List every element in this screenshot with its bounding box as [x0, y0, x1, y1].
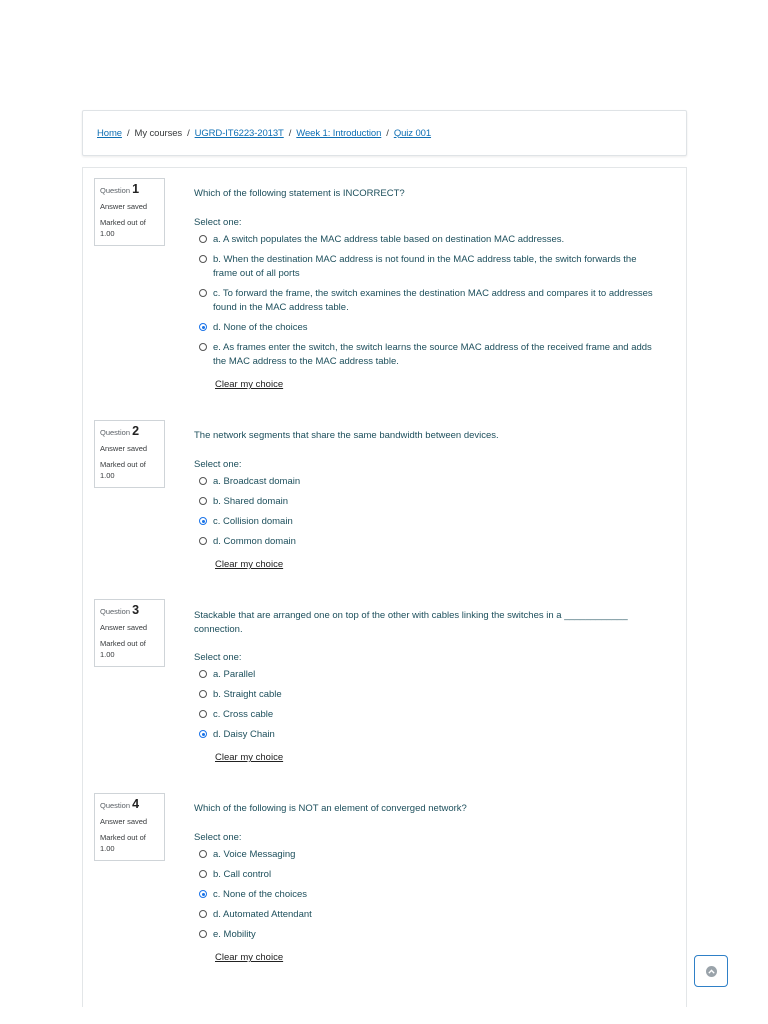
breadcrumb-home[interactable]: Home — [97, 127, 122, 139]
select-one-label: Select one: — [194, 217, 242, 228]
answer-status: Answer saved — [100, 444, 148, 453]
marked-out-of-label: Marked out of — [100, 833, 146, 842]
radio-button-selected[interactable] — [199, 323, 207, 331]
radio-button[interactable] — [199, 289, 207, 297]
clear-choice-link[interactable]: Clear my choice — [215, 952, 284, 963]
marked-out-of-value: 1.00 — [100, 844, 115, 853]
question-label: Question — [100, 801, 131, 810]
answer-option[interactable]: a. Voice Messaging — [199, 848, 659, 862]
question-label: Question — [100, 428, 131, 437]
question-text: Which of the following is NOT an element of converged network? — [194, 803, 467, 814]
answer-option[interactable]: d. None of the choices — [199, 321, 659, 335]
select-one-label: Select one: — [194, 652, 242, 663]
marked-out-of-value: 1.00 — [100, 229, 115, 238]
breadcrumb-separator: / — [187, 127, 190, 139]
radio-button[interactable] — [199, 497, 207, 505]
question-info — [94, 420, 165, 488]
chevron-up-icon — [706, 966, 717, 977]
answer-option[interactable]: b. Shared domain — [199, 495, 659, 509]
answer-option[interactable]: a. Broadcast domain — [199, 475, 659, 489]
radio-button[interactable] — [199, 850, 207, 858]
radio-button-selected[interactable] — [199, 730, 207, 738]
answer-option[interactable]: c. Collision domain — [199, 515, 659, 529]
radio-button[interactable] — [199, 910, 207, 918]
radio-button[interactable] — [199, 235, 207, 243]
question-number: 1 — [132, 182, 140, 196]
question-label: Question — [100, 607, 131, 616]
marked-out-of-label: Marked out of — [100, 218, 146, 227]
select-one-label: Select one: — [194, 832, 242, 843]
marked-out-of-value: 1.00 — [100, 650, 115, 659]
question-text: The network segments that share the same bandwidth between devices. — [194, 430, 499, 441]
answer-option[interactable]: b. Straight cable — [199, 688, 659, 702]
question-text: Stackable that are arranged one on top of the other with cables linking the switches in a ____________ connection. — [194, 610, 628, 635]
clear-choice-link[interactable]: Clear my choice — [215, 559, 284, 570]
answer-option[interactable]: c. None of the choices — [199, 888, 659, 902]
answer-option[interactable]: b. Call control — [199, 868, 659, 882]
clear-choice-link[interactable]: Clear my choice — [215, 752, 284, 763]
radio-button-selected[interactable] — [199, 890, 207, 898]
radio-button[interactable] — [199, 343, 207, 351]
question-info — [94, 793, 165, 861]
answer-option[interactable]: e. As frames enter the switch, the switch learns the source MAC address of the received frame and adds the MAC address to the MAC address table. — [199, 341, 659, 368]
answer-option[interactable]: d. Daisy Chain — [199, 728, 659, 742]
answer-option[interactable]: c. Cross cable — [199, 708, 659, 722]
question-label: Question — [100, 186, 131, 195]
marked-out-of-value: 1.00 — [100, 471, 115, 480]
answer-option[interactable]: d. Automated Attendant — [199, 908, 659, 922]
question-number: 2 — [132, 424, 140, 438]
question-text: Which of the following statement is INCORRECT? — [194, 188, 405, 199]
question-number: 4 — [132, 797, 140, 811]
marked-out-of-label: Marked out of — [100, 639, 146, 648]
breadcrumb-separator: / — [288, 127, 292, 139]
radio-button[interactable] — [199, 870, 207, 878]
answer-option[interactable]: a. A switch populates the MAC address table based on destination MAC addresses. — [199, 233, 659, 247]
radio-button[interactable] — [199, 477, 207, 485]
answer-status: Answer saved — [100, 817, 148, 826]
answer-option[interactable]: d. Common domain — [199, 535, 659, 549]
breadcrumb-separator: / — [386, 127, 389, 139]
radio-button[interactable] — [199, 537, 207, 545]
quiz-card — [82, 167, 687, 1007]
breadcrumb-my-courses: My courses — [134, 127, 183, 139]
radio-button-selected[interactable] — [199, 517, 207, 525]
radio-button[interactable] — [199, 690, 207, 698]
clear-choice-link[interactable]: Clear my choice — [215, 379, 284, 390]
answer-option[interactable]: e. Mobility — [199, 928, 659, 942]
radio-button[interactable] — [199, 930, 207, 938]
answer-status: Answer saved — [100, 202, 148, 211]
radio-button[interactable] — [199, 710, 207, 718]
back-to-top-button[interactable] — [694, 955, 728, 987]
radio-button[interactable] — [199, 255, 207, 263]
question-number: 3 — [132, 603, 140, 617]
breadcrumb-week[interactable]: Week 1: Introduction — [296, 127, 382, 139]
radio-button[interactable] — [199, 670, 207, 678]
breadcrumb-course[interactable]: UGRD-IT6223-2013T — [194, 127, 284, 139]
answer-option[interactable]: a. Parallel — [199, 668, 659, 682]
answer-status: Answer saved — [100, 623, 148, 632]
question-info — [94, 599, 165, 667]
answer-option[interactable]: c. To forward the frame, the switch examines the destination MAC address and compares it to addresses found in the MAC address table. — [199, 287, 659, 314]
marked-out-of-label: Marked out of — [100, 460, 146, 469]
select-one-label: Select one: — [194, 459, 242, 470]
question-info — [94, 178, 165, 246]
breadcrumb-separator: / — [126, 127, 130, 139]
breadcrumb — [82, 110, 687, 156]
breadcrumb-quiz[interactable]: Quiz 001 — [393, 127, 432, 139]
answer-option[interactable]: b. When the destination MAC address is not found in the MAC address table, the switch forwards the frame out of all ports — [199, 253, 659, 280]
